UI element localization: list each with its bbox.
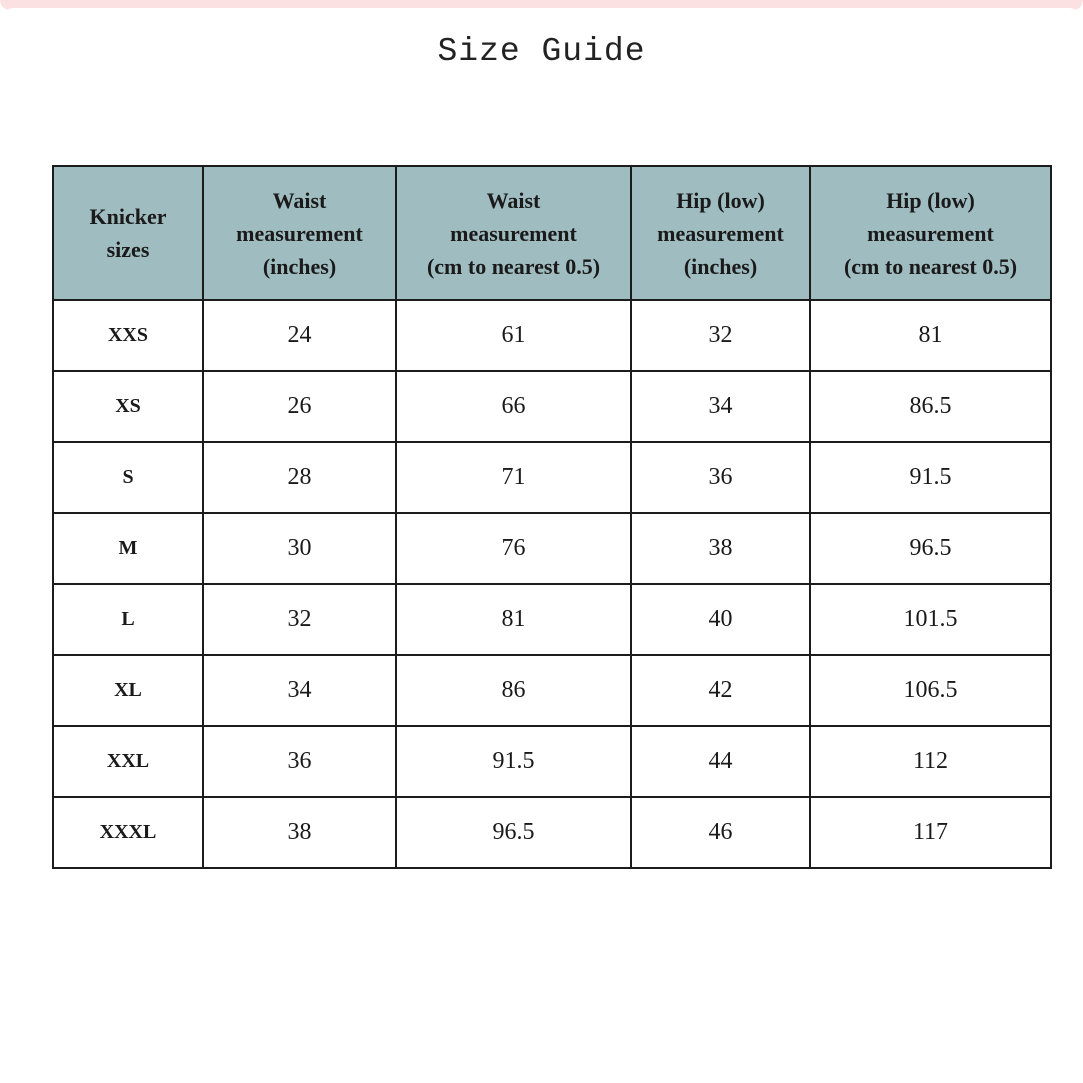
waist-inches-cell: 32: [203, 584, 396, 655]
waist-cm-cell: 96.5: [396, 797, 631, 868]
table-row: [53, 797, 1051, 868]
table-row: [53, 584, 1051, 655]
size-cell: XXS: [53, 300, 203, 371]
hip-cm-cell: 91.5: [810, 442, 1051, 513]
waist-cm-cell: 76: [396, 513, 631, 584]
header-hip-inches: Hip (low) measurement (inches): [631, 166, 810, 300]
hip-inches-cell: 38: [631, 513, 810, 584]
waist-inches-cell: 24: [203, 300, 396, 371]
hip-cm-cell: 112: [810, 726, 1051, 797]
hip-cm-cell: 117: [810, 797, 1051, 868]
waist-inches-cell: 34: [203, 655, 396, 726]
hip-inches-cell: 32: [631, 300, 810, 371]
table-row: [53, 442, 1051, 513]
waist-inches-cell: 38: [203, 797, 396, 868]
waist-inches-cell: 30: [203, 513, 396, 584]
waist-cm-cell: 61: [396, 300, 631, 371]
hip-cm-cell: 101.5: [810, 584, 1051, 655]
hip-inches-cell: 44: [631, 726, 810, 797]
size-cell: XXL: [53, 726, 203, 797]
hip-cm-cell: 106.5: [810, 655, 1051, 726]
waist-cm-cell: 81: [396, 584, 631, 655]
size-cell: XL: [53, 655, 203, 726]
hip-inches-cell: 34: [631, 371, 810, 442]
page-title: Size Guide: [437, 33, 646, 70]
header-waist-cm: Waist measurement (cm to nearest 0.5): [396, 166, 631, 300]
header-hip-cm: Hip (low) measurement (cm to nearest 0.5): [810, 166, 1051, 300]
hip-cm-cell: 86.5: [810, 371, 1051, 442]
size-guide-table: [52, 165, 1052, 869]
waist-cm-cell: 91.5: [396, 726, 631, 797]
size-cell: L: [53, 584, 203, 655]
table-row: [53, 371, 1051, 442]
table-row: [53, 513, 1051, 584]
hip-inches-cell: 46: [631, 797, 810, 868]
size-cell: M: [53, 513, 203, 584]
size-cell: XS: [53, 371, 203, 442]
waist-inches-cell: 28: [203, 442, 396, 513]
size-cell: S: [53, 442, 203, 513]
hip-inches-cell: 40: [631, 584, 810, 655]
waist-cm-cell: 86: [396, 655, 631, 726]
hip-inches-cell: 36: [631, 442, 810, 513]
hip-cm-cell: 81: [810, 300, 1051, 371]
table-header-row: [53, 166, 1051, 300]
hip-inches-cell: 42: [631, 655, 810, 726]
waist-cm-cell: 71: [396, 442, 631, 513]
table-row: [53, 726, 1051, 797]
size-cell: XXXL: [53, 797, 203, 868]
waist-inches-cell: 26: [203, 371, 396, 442]
header-waist-inches: Waist measurement (inches): [203, 166, 396, 300]
hip-cm-cell: 96.5: [810, 513, 1051, 584]
waist-inches-cell: 36: [203, 726, 396, 797]
table-row: [53, 655, 1051, 726]
header-knicker-sizes: Knicker sizes: [53, 166, 203, 300]
waist-cm-cell: 66: [396, 371, 631, 442]
table-row: [53, 300, 1051, 371]
